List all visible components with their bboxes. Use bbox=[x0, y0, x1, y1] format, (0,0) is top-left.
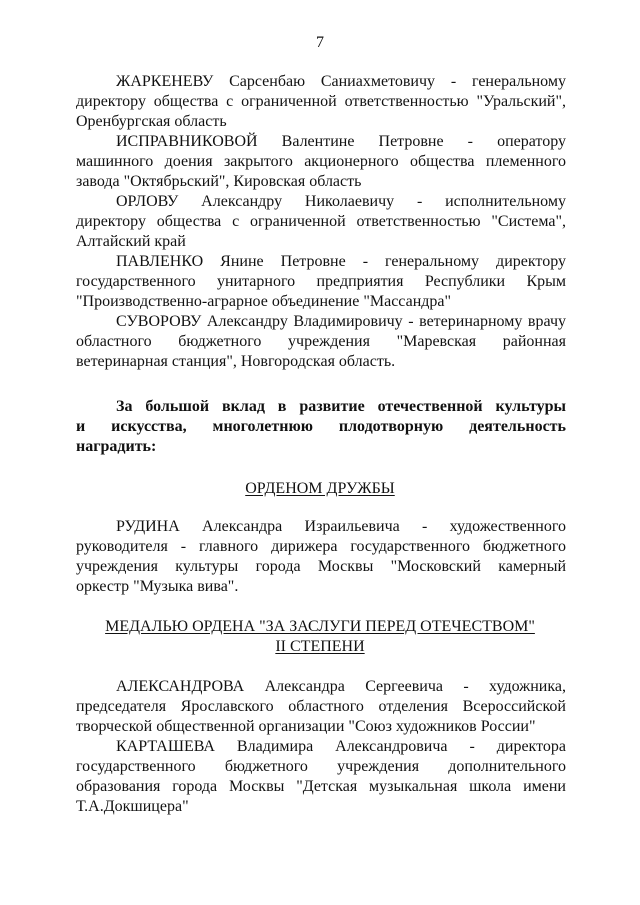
text-line: Алтайский край bbox=[76, 233, 186, 250]
text-line: машинного доения закрытого акционерного общества племенного bbox=[76, 153, 566, 170]
text-line: руководителя - главного дирижера государственного бюджетного bbox=[76, 538, 566, 555]
awardee-list-2 bbox=[76, 677, 566, 817]
text-line: Т.А.Докшицера" bbox=[76, 798, 189, 815]
text-line: ПАВЛЕНКО Янине Петровне - генеральному директору bbox=[116, 253, 566, 270]
text-line: ОРЛОВУ Александру Николаевичу - исполнительному bbox=[116, 193, 566, 210]
text-line: Оренбургская область bbox=[76, 113, 227, 130]
text-line: директору общества с ограниченной ответственностью "Система", bbox=[76, 213, 566, 230]
text-line: председателя Ярославского областного отделения Всероссийской bbox=[76, 698, 566, 715]
text-line: "Производственно-аграрное объединение "Массандра" bbox=[76, 293, 452, 310]
text-line: АЛЕКСАНДРОВА Александра Сергеевича - художника, bbox=[116, 678, 566, 695]
text-line: ИСПРАВНИКОВОЙ Валентине Петровне - оператору bbox=[116, 133, 566, 150]
text-line: ветеринарная станция", Новгородская область. bbox=[76, 353, 396, 370]
text-line: государственного бюджетного учреждения дополнительного bbox=[76, 758, 566, 775]
text-line: государственного унитарного предприятия Республики Крым bbox=[76, 273, 566, 290]
order-entry bbox=[76, 517, 566, 597]
text-line: За большой вклад в развитие отечественной культуры bbox=[116, 398, 566, 415]
text-line: образования города Москвы "Детская музыкальная школа имени bbox=[76, 778, 566, 795]
text-line: оркестр "Музыка вива". bbox=[76, 578, 239, 595]
text-line: и искусства, многолетнюю плодотворную деятельность bbox=[76, 418, 566, 435]
text-line: завода "Октябрьский", Кировская область bbox=[76, 173, 362, 190]
awardee-list-1 bbox=[76, 72, 566, 372]
text-line: КАРТАШЕВА Владимира Александровича - директора bbox=[116, 738, 566, 755]
text-line: учреждения культуры города Москвы "Московский камерный bbox=[76, 558, 566, 575]
text-line: ЖАРКЕНЕВУ Сарсенбаю Саниахметовичу - генеральному bbox=[116, 73, 566, 90]
order-heading: ОРДЕНОМ ДРУЖБЫ bbox=[245, 480, 395, 497]
page-number: 7 bbox=[316, 34, 324, 51]
text-line: директору общества с ограниченной ответственностью "Уральский", bbox=[76, 93, 566, 110]
award-intro bbox=[76, 397, 566, 457]
text-line: РУДИНА Александра Израильевича - художественного bbox=[116, 518, 566, 535]
text-line: наградить: bbox=[76, 438, 157, 455]
text-line: СУВОРОВУ Александру Владимировичу - ветеринарному врачу bbox=[116, 313, 566, 330]
text-line: областного бюджетного учреждения "Маревская районная bbox=[76, 333, 566, 350]
text-line: творческой общественной организации "Союз художников России" bbox=[76, 718, 536, 735]
medal-heading-degree: II СТЕПЕНИ bbox=[275, 638, 365, 655]
medal-heading: МЕДАЛЬЮ ОРДЕНА "ЗА ЗАСЛУГИ ПЕРЕД ОТЕЧЕСТВОМ" bbox=[105, 618, 535, 635]
